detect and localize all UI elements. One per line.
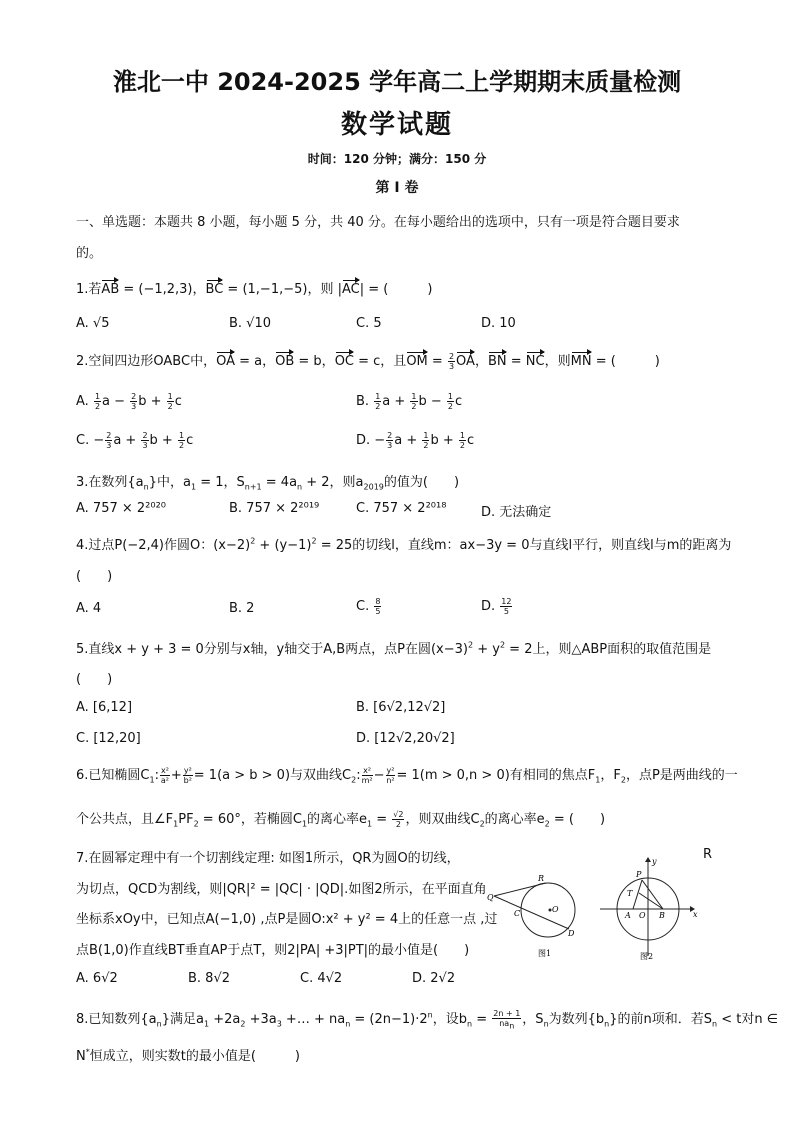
question-6-line2: 个公共点，且$\angle F_1PF_2 = 60^\circ$，若椭圆$C_1$的离心率$e_1$ = $\frac{√2}{2}$ ，则双曲线$C_2$的离心率$e_2$ = ( ) [76,810,606,829]
q1-option-b: B. √10 [229,316,272,331]
section-heading-line2: 的。 [76,246,103,261]
q4-option-a: A. 4 [76,601,102,616]
question-5-paren: ( ) [76,672,113,687]
q1-option-a: A. √5 [76,316,110,331]
page-title: 淮北一中 2024-2025 学年高二上学期期末质量检测 [112,68,682,96]
q3-option-d: D. 无法确定 [481,505,552,520]
q5-option-c: C. [12,20] [76,731,141,746]
fig1-label-r: R [538,874,545,883]
q3-option-a: A. 757 × 2²⁰²⁰ [76,501,167,516]
q1-option-c: C. 5 [356,316,382,331]
fig2-label-x: x [693,910,698,919]
exam-meta: 时间：120 分钟；满分：150 分 [307,152,487,166]
fig2-line-bt [639,893,663,909]
q2-option-b: B. $\frac{1}{2}$ a + $\frac{1}{2}$ b − $\frac{1}{2}$ c [356,392,463,411]
question-8-line2: N*恒成立，则实数t的最小值是( ) [76,1047,300,1064]
q5-option-d: D. [12√2,20√2] [356,731,455,746]
question-7-r-label: R [703,847,713,862]
fig1-tangent-line [494,883,546,896]
q5-option-b: B. [6√2,12√2] [356,700,446,715]
figure-1-tangent-secant [486,870,586,960]
q3-option-b: B. 757 × 2²⁰¹⁹ [229,501,320,516]
fig1-label-o: O [552,905,559,914]
question-3: 3.在数列$\{a_n\}$中，$a_1 = 1$，$S_{n+1} = 4a_n + 2$，则$a_{2019}$的值为( ) [76,475,460,492]
q7-option-b: B. 8√2 [188,971,231,986]
question-1-number: 1. [76,282,89,297]
fig2-line-pb [642,880,663,909]
page-subtitle: 数学试题 [340,110,453,140]
q4-option-d: D. $\frac{12}{5}$ [481,597,512,616]
q2-option-a: A. $\frac{1}{2}$ a − $\frac{2}{3}$ b + $\frac{1}{2}$ c [76,392,182,411]
fig1-label-d: D [568,929,575,938]
fig1-circle [521,883,575,937]
question-2: 2.空间四边形OABC中，OA = a，OB = b，OC = c，且OM = $\frac{2}{3}$ OA，BN = NC，则MN = ( ) [76,352,660,371]
q1-option-d: D. 10 [481,316,516,331]
fig2-label-a: A [625,911,631,920]
figure-2-coordinate [598,856,702,962]
question-6-line1: 6.已知椭圆$C_1$: $\frac{\text{x²}}{\text{a²}}$ + $\frac{\text{y²}}{\text{b²}}$ = 1(a > b > 0)与双曲线$C_2$: $\frac{\text{x²}}{\text{m²}}$ − $\frac{\text{y²}}{\text{n²}}$ = 1(m > 0,n > 0)有相同的焦点$F_1$，$F_2$，点P是两曲线的一 [76,766,738,785]
question-7-line2: 为切点，QCD为割线，则|QR|² = |QC| · |QD|.如图2所示，在平面直角 [76,882,487,897]
q7-option-c: C. 4√2 [300,971,343,986]
q4-option-c: C. $\frac{8}{5}$ [356,597,381,616]
fig1-label-q: Q [487,893,494,902]
fig2-label-t: T [627,889,633,898]
fig2-y-arrow [645,857,651,862]
question-7-line3: 坐标系xOy中，已知点A(−1,0) ,点P是圆O:x² + y² = 4上的任意一点 ,过 [76,912,498,927]
q2-option-c: C. − $\frac{2}{3}$ a + $\frac{2}{3}$ b + $\frac{1}{2}$ c [76,431,194,450]
fig1-label-c: C [514,909,521,918]
q5-option-a: A. [6,12] [76,700,133,715]
question-5: 5.直线x + y + 3 = 0分别与x轴，y轴交于A,B两点，点P在圆$(x-3)^2 + y^2 = 2$上，则△ABP面积的取值范围是 [76,640,712,657]
question-8-line1: 8.已知数列$\{a_n\}$满足$a_1 +2a_2 +3a_3$ +… + $na_n = (2n-1)\cdot 2^n$，设$b_n$ = $\frac{2n + 1}{na_n}$ ，$S_n$为数列$\{b_n\}$的前n项和．若$S_n < t$对n ∈ [76,1008,779,1031]
fig1-caption: 图1 [538,949,552,958]
question-7-line4: 点B(1,0)作直线BT垂直AP于点T，则2|PA| +3|PT|的最小值是( ) [76,943,470,958]
q7-option-a: A. 6√2 [76,971,118,986]
fig2-label-p: P [636,870,642,879]
q4-option-b: B. 2 [229,601,255,616]
section-heading-line1: 一、单选题：本题共 8 小题，每小题 5 分，共 40 分。在每小题给出的选项中，只有一项是符合题目要求 [76,215,680,230]
fig2-label-y: y [652,857,657,866]
fig2-caption: 图2 [640,952,654,961]
fig2-label-b: B [659,911,665,920]
fig2-label-o: O [639,911,646,920]
part-heading: 第 I 卷 [375,180,419,196]
question-4: 4.过点P(−2,4)作圆O：$(x-2)^2 + (y-1)^2 = 25$的切线l，直线m：ax−3y = 0与直线l平行，则直线l与m的距离为 [76,536,732,553]
q2-option-d: D. − $\frac{2}{3}$ a + $\frac{1}{2}$ b + $\frac{1}{2}$ c [356,431,475,450]
question-4-paren: ( ) [76,569,113,584]
question-7-line1: 7.在圆幂定理中有一个切割线定理: 如图1所示，QR为圆O的切线， [76,851,460,866]
question-1: 1.若AB = (−1,2,3)，BC = (1,−1,−5)，则 |AC| = ( ) [76,278,432,297]
q3-option-c: C. 757 × 2²⁰¹⁸ [356,501,447,516]
q7-option-d: D. 2√2 [412,971,456,986]
